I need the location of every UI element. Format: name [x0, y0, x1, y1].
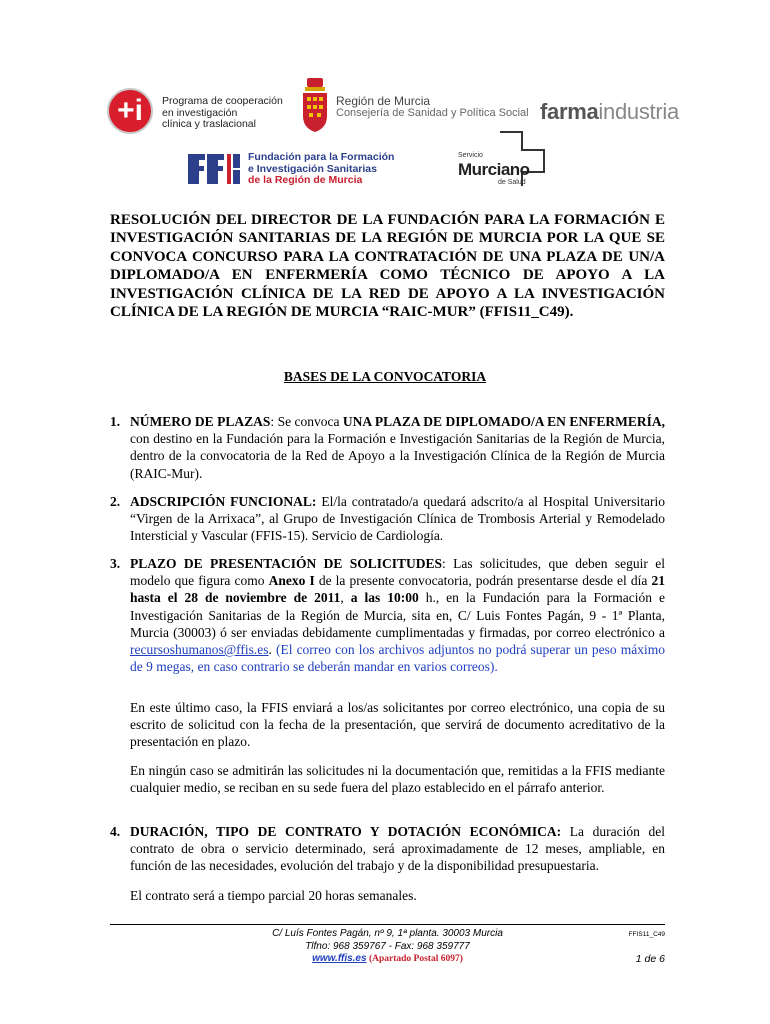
bold-text: a las 10:00	[350, 590, 419, 606]
body-text: con destino en la Fundación para la Formación e Investigación Sanitarias de la Región de Murcia, dentro de la convocatoria de la Red de Apoyo a la Investigación Clínica de la Región de Murcia (RAIC-Mur).	[130, 431, 665, 481]
section-heading-text: PLAZO DE PRESENTACIÓN DE SOLICITUDES	[130, 556, 443, 571]
section-body	[130, 413, 665, 482]
section-3	[110, 555, 665, 675]
sms-big-text: Murciano	[458, 160, 530, 179]
paragraph-3b: En ningún caso se admitirán las solicitudes ni la documentación que, remitidas a la FFIS mediante cualquier medio, se reciban en su sede fuera del plazo establecido en el párrafo anterior.	[130, 763, 665, 796]
section-1	[110, 413, 665, 482]
sms-sub-text: de Salud	[498, 179, 526, 186]
bold-text: UNA PLAZA DE DIPLOMADO/A EN ENFERMERÍA,	[342, 414, 665, 429]
bold-text: 21 hasta el 28 de noviembre de 2011	[130, 573, 665, 606]
logo-line: Fundación para la Formación	[248, 151, 395, 163]
footer-address: C/ Luís Fontes Pagán, nº 9, 1ª planta. 30003 Murcia	[272, 928, 503, 939]
sms-small-text: Servicio	[458, 152, 483, 159]
body-text: h., en la Fundación para la Formación e Investigación Sanitarias de la Región de Murcia, sita en, C/ Luis Fontes Pagán, 9 - 1ª Planta, Murcia (30003) ó ser enviadas debidamente cumplimentadas y firmadas, por correo electrónico a	[130, 590, 666, 640]
industria-text: industria	[598, 99, 679, 124]
ffis-mark-icon	[188, 154, 240, 184]
section-heading-text: DURACIÓN, TIPO DE CONTRATO Y DOTACIÓN ECONÓMICA:	[130, 824, 562, 839]
plus-i-icon: +i	[107, 88, 153, 134]
section-2	[110, 493, 665, 545]
document-title: RESOLUCIÓN DEL DIRECTOR DE LA FUNDACIÓN PARA LA FORMACIÓN E INVESTIGACIÓN SANITARIAS DE LA REGIÓN DE MURCIA POR LA QUE SE CONVOCA CONCURSO PARA LA CONTRATACIÓN DE UNA PLAZA DE UN/A DIPLOMADO/A EN ENFERMERÍA COMO TÉCNICO DE APOYO A LA INVESTIGACIÓN CLÍNICA DE LA RED DE APOYO A LA INVESTIGACIÓN CLÍNICA DE LA REGIÓN DE MURCIA “RAIC-MUR” (FFIS11_C49).	[110, 212, 665, 321]
logo-line: de la Región de Murcia	[248, 174, 363, 186]
paragraph-4a: El contrato será a tiempo parcial 20 horas semanales.	[130, 888, 417, 903]
programa-cooperacion-text	[162, 96, 283, 131]
page-number: 1 de 6	[635, 953, 665, 965]
footer-web-line	[110, 953, 665, 966]
footer-phone: Tlfno: 968 359767 - Fax: 968 359777	[305, 940, 470, 952]
ffis-logo-text	[248, 152, 394, 187]
section-heading-text: ADSCRIPCIÓN FUNCIONAL:	[130, 494, 317, 509]
section-number: 1.	[110, 414, 121, 429]
body-text: : Se convoca	[270, 414, 343, 429]
email-link[interactable]: recursoshumanos@ffis.es	[130, 642, 269, 658]
programa-cooperacion-logo	[107, 86, 283, 138]
region-murcia-crest-icon	[300, 76, 330, 134]
logo-line: en investigación	[162, 106, 238, 119]
section-number: 4.	[110, 824, 121, 839]
section-number: 2.	[110, 494, 121, 509]
blue-note-text: (El correo con los archivos adjuntos no podrá superar un peso máximo de 9 megas, en caso contrario se deberán mandar en varios correos).	[130, 642, 665, 675]
section-body	[130, 555, 665, 675]
ffis-logo	[188, 152, 398, 188]
section-heading-text: NÚMERO DE PLAZAS	[130, 414, 271, 429]
logo-line: Programa de cooperación	[162, 95, 283, 107]
consejeria-name: Consejería de Sanidad y Política Social	[336, 107, 529, 119]
section-heading	[0, 369, 770, 385]
body-text: : Las solicitudes, que deben seguir el modelo que figura como	[130, 556, 665, 589]
website-link[interactable]: www.ffis.es	[312, 953, 367, 964]
body-text: ,	[340, 590, 351, 606]
section-number: 3.	[110, 556, 121, 571]
body-text: de la presente convocatoria, podrán presentarse desde el día	[314, 573, 652, 589]
body-text: .	[268, 642, 276, 658]
farmaindustria-logo	[540, 99, 679, 125]
section-4	[110, 823, 665, 875]
postal-box-text: (Apartado Postal 6097)	[366, 954, 463, 964]
bases-heading: BASES DE LA CONVOCATORIA	[283, 369, 487, 384]
section-body	[130, 493, 665, 545]
servicio-murciano-salud-logo	[458, 130, 558, 190]
section-body	[130, 823, 665, 875]
region-murcia-logo	[300, 76, 529, 138]
bold-text: Anexo I	[268, 573, 315, 589]
logo-line: clínica y traslacional	[162, 118, 256, 130]
logo-line: e Investigación Sanitarias	[248, 162, 377, 175]
farma-text: farma	[540, 99, 599, 124]
body-text: El/la contratado/a quedará adscrito/a al Hospital Universitario “Virgen de la Arrixaca”, al Grupo de Investigación Clínica de Trombosis Arterial y Remodelado Intersticial y Vascular (FFIS-15). Servicio de Cardiología.	[130, 494, 665, 544]
paragraph-3a: En este último caso, la FFIS enviará a los/as solicitantes por correo electrónico, una copia de su escrito de solicitud con la fecha de la presentación, que servirá de documento acreditativo de la presentación en plazo.	[130, 700, 665, 750]
region-murcia-name: Región de Murcia	[336, 94, 431, 108]
body-text: La duración del contrato de obra o servicio determinado, será aproximadamente de 12 meses, ampliable, en función de las necesidades, evolución del trabajo y de la disponibilidad presupuestaria.	[130, 824, 665, 874]
page-footer	[110, 928, 665, 966]
document-reference: FFIS11_C49	[628, 931, 665, 938]
footer-divider	[110, 924, 665, 925]
